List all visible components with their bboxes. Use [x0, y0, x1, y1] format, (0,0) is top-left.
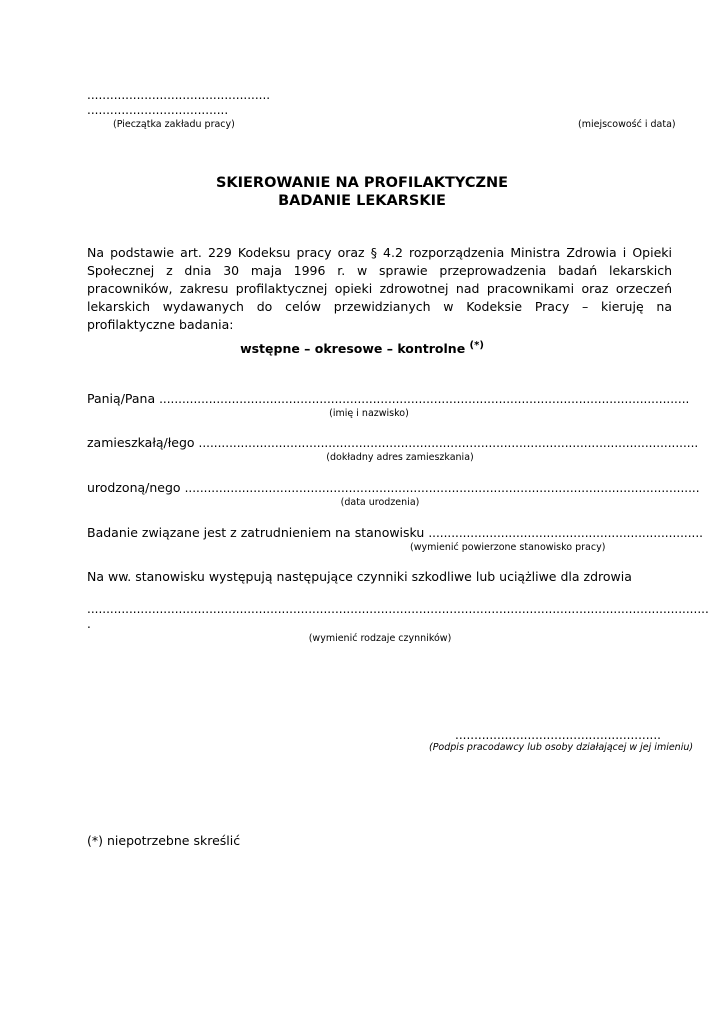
- place-date-label: (miejscowość i data): [578, 119, 676, 130]
- stamp-label: (Pieczątka zakładu pracy): [113, 119, 235, 130]
- hazards-dots-end: .: [87, 617, 91, 631]
- hazards-dots[interactable]: ...................................................................................................................................................................: [87, 602, 709, 616]
- birth-label: urodzoną/nego: [87, 480, 181, 495]
- position-hint: (wymienić powierzone stanowisko pracy): [410, 542, 606, 553]
- name-label: Panią/Pana: [87, 391, 156, 406]
- name-field[interactable]: [87, 392, 689, 406]
- footnote: (*) niepotrzebne skreślić: [87, 833, 241, 848]
- address-dots: ...................................................................................................................................: [198, 436, 699, 450]
- stamp-dots-line-2: .....................................: [87, 103, 229, 117]
- name-dots: ...........................................................................................................................................: [159, 392, 690, 406]
- position-label: Badanie związane jest z zatrudnieniem na stanowisku: [87, 525, 425, 540]
- birth-field[interactable]: [87, 481, 700, 495]
- document-title-line-2: BADANIE LEKARSKIE: [278, 193, 446, 209]
- address-hint: (dokładny adres zamieszkania): [326, 452, 474, 463]
- hazards-label: Na ww. stanowisku występują następujące czynniki szkodliwe lub uciążliwe dla zdrowia: [87, 569, 632, 584]
- address-label: zamieszkałą/łego: [87, 435, 195, 450]
- signature-label: (Podpis pracodawcy lub osoby działającej w jej imieniu): [429, 742, 694, 753]
- position-dots: ........................................................................: [428, 526, 703, 540]
- stamp-dots-line-1: ................................................: [87, 88, 271, 102]
- birth-hint: (data urodzenia): [340, 497, 420, 508]
- hazards-hint: (wymienić rodzaje czynników): [308, 633, 452, 644]
- intro-paragraph: Na podstawie art. 229 Kodeksu pracy oraz § 4.2 rozporządzenia Ministra Zdrowia i Opieki Społecznej z dnia 30 maja 1996 r. w sprawie przeprowadzenia badań lekarskich pracowników, zakresu profilaktycznej opieki zdrowotnej nad pracownikami oraz orzeczeń lekarskich wydawanych do celów przewidzianych w Kodeksie Pracy – kieruję na profilaktyczne badania:: [87, 245, 672, 332]
- name-hint: (imię i nazwisko): [329, 408, 409, 419]
- exam-types: [0, 340, 724, 356]
- exam-types-text: wstępne – okresowe – kontrolne: [240, 341, 466, 356]
- signature-dots[interactable]: ......................................................: [455, 728, 661, 742]
- position-field[interactable]: [87, 526, 703, 540]
- document-title-line-1: SKIEROWANIE NA PROFILAKTYCZNE: [215, 175, 509, 191]
- address-field[interactable]: [87, 436, 698, 450]
- birth-dots: .......................................................................................................................................: [184, 481, 700, 495]
- exam-types-note-mark: (*): [469, 340, 484, 351]
